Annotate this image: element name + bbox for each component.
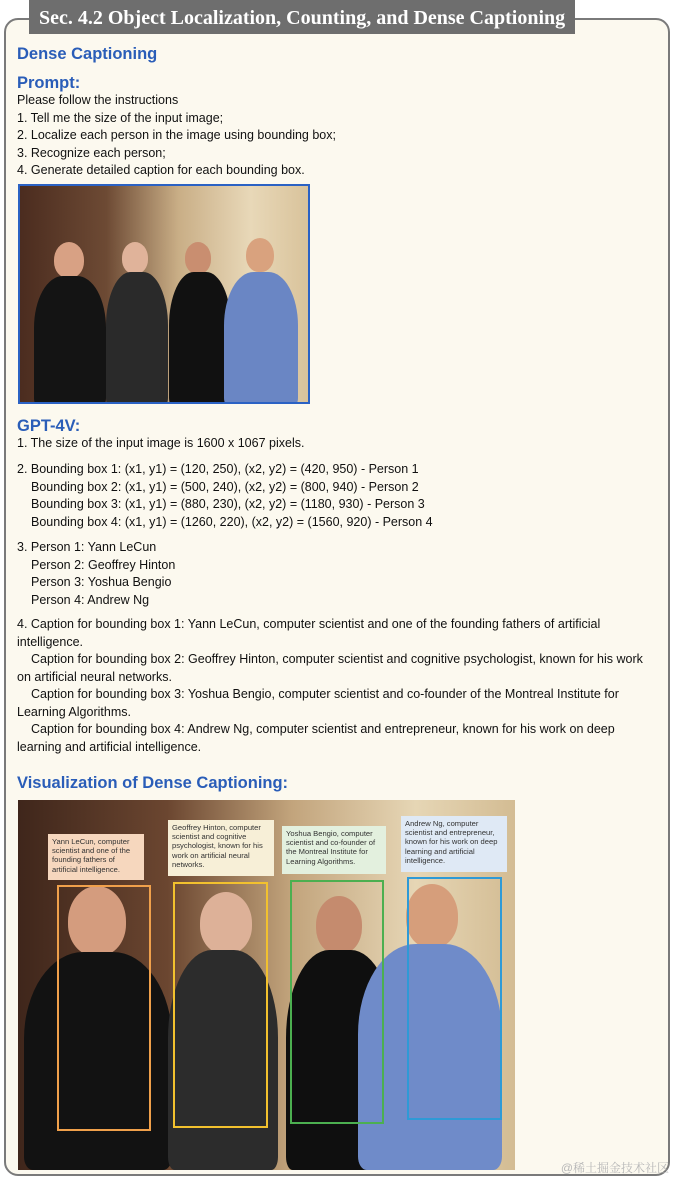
prompt-line: 2. Localize each person in the image using bounding box; (17, 128, 336, 142)
visualization-photo (18, 800, 515, 1170)
caption-paragraph: Caption for bounding box 2: Geoffrey Hinton, computer scientist and cognitive psychologist, known for his work on artificial neural networks. (17, 652, 643, 684)
box-line: 2. Bounding box 1: (x1, y1) = (120, 250), (x2, y2) = (420, 950) - Person 1 (17, 462, 419, 476)
box-line: Bounding box 2: (x1, y1) = (500, 240), (x2, y2) = (800, 940) - Person 2 (31, 479, 419, 494)
answer-captions (17, 616, 657, 756)
prompt-line: 1. Tell me the size of the input image; (17, 110, 224, 125)
box-line: Bounding box 3: (x1, y1) = (880, 230), (x2, y2) = (1180, 930) - Person 3 (31, 497, 425, 511)
prompt-label: Prompt: (17, 74, 81, 92)
caption-label-3: Yoshua Bengio, computer scientist and co-founder of the Montreal Institute for Learning Algorithms. (282, 826, 386, 874)
gpt-label: GPT-4V: (17, 417, 81, 435)
answer-persons (17, 539, 175, 609)
caption-label-4: Andrew Ng, computer scientist and entrepreneur, known for his work on deep learning and artificial intelligence. (401, 816, 507, 872)
person-2-figure (102, 236, 172, 404)
person-line: Person 4: Andrew Ng (31, 592, 150, 607)
answer-boxes (17, 461, 433, 531)
caption-paragraph: Caption for bounding box 4: Andrew Ng, computer scientist and entrepreneur, known for his work on deep learning and artificial intelligence. (17, 722, 615, 754)
page-heading: Dense Captioning (17, 45, 158, 63)
caption-paragraph: Caption for bounding box 3: Yoshua Bengio, computer scientist and co-founder of the Montreal Institute for Learning Algorithms. (17, 687, 619, 719)
person-line: Person 3: Yoshua Bengio (31, 575, 172, 589)
prompt-line: 4. Generate detailed caption for each bounding box. (17, 163, 305, 177)
answer-size: 1. The size of the input image is 1600 x 1067 pixels. (17, 436, 305, 450)
caption-label-2: Geoffrey Hinton, computer scientist and cognitive psychologist, known for his work on artificial neural networks. (168, 820, 274, 876)
person-1-figure (30, 236, 110, 404)
visualization-label: Visualization of Dense Captioning: (17, 774, 289, 792)
prompt-line: 3. Recognize each person; (17, 145, 166, 160)
box-line: Bounding box 4: (x1, y1) = (1260, 220), (x2, y2) = (1560, 920) - Person 4 (31, 514, 433, 529)
person-4-figure (220, 232, 302, 404)
bounding-box-1 (57, 885, 151, 1131)
bounding-box-4 (407, 877, 502, 1120)
prompt-line: Please follow the instructions (17, 93, 179, 107)
person-line: 3. Person 1: Yann LeCun (17, 540, 157, 554)
watermark: @稀土掘金技术社区 (560, 1161, 669, 1175)
section-title: Sec. 4.2 Object Localization, Counting, and Dense Captioning (29, 0, 575, 34)
prompt-text (17, 92, 336, 180)
caption-label-1: Yann LeCun, computer scientist and one of the founding fathers of artificial intelligence. (48, 834, 144, 880)
bounding-box-2 (173, 882, 268, 1128)
input-photo (18, 184, 310, 404)
caption-paragraph: 4. Caption for bounding box 1: Yann LeCun, computer scientist and one of the founding fathers of artificial intelligence. (17, 617, 601, 649)
bounding-box-3 (290, 880, 384, 1124)
person-line: Person 2: Geoffrey Hinton (31, 557, 176, 572)
